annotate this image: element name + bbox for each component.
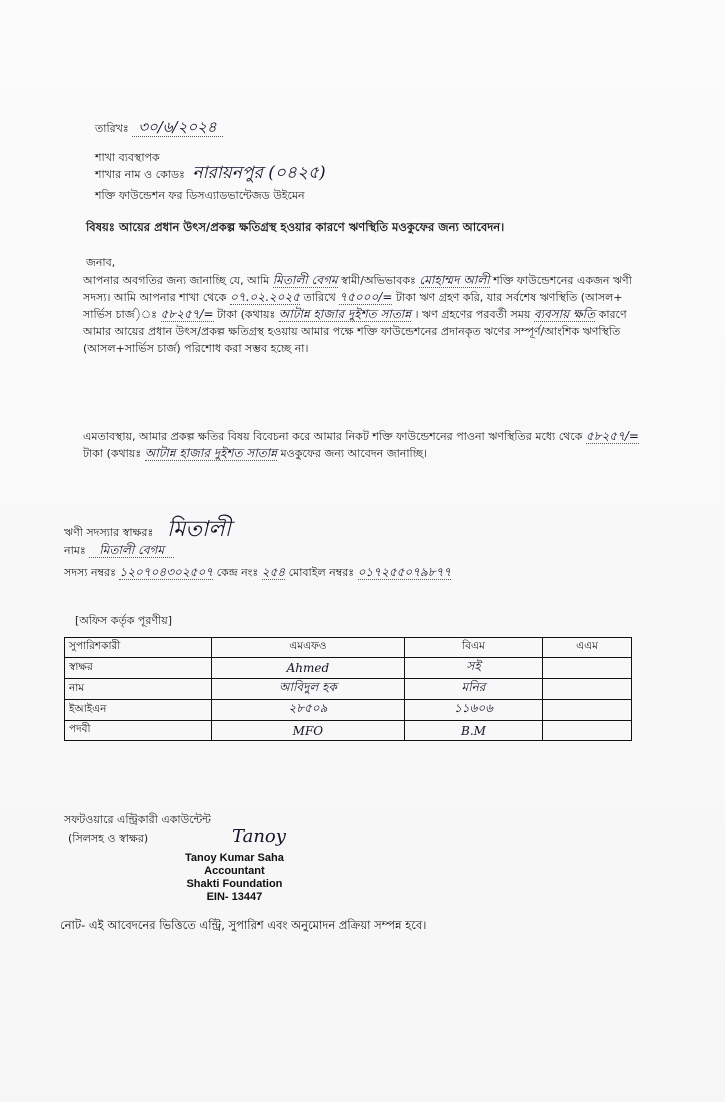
am-ein bbox=[543, 700, 632, 721]
salutation: জনাব, bbox=[86, 256, 116, 269]
row-label-ein: ইআইএন bbox=[65, 700, 212, 721]
body1-text-6: টাকা (কথায়ঃ bbox=[217, 308, 276, 321]
mobile-number-value: ০১৭২৫৫০৭৯৮৭৭ bbox=[357, 565, 452, 579]
organization-line: শক্তি ফাউন্ডেশন ফর ডিসএ্যাডভান্টেজড উইমেন bbox=[95, 189, 305, 202]
table-row bbox=[65, 700, 632, 721]
mfo-name: আবিদুল হক bbox=[212, 679, 405, 700]
footer-note: নোট- এই আবেদনের ভিত্তিতে এন্ট্রি, সুপারিশ এবং অনুমোদন প্রক্রিয়া সম্পন্ন হবে। bbox=[60, 918, 427, 932]
member-number-label: সদস্য নম্বরঃ bbox=[64, 566, 116, 579]
loan-date-handwritten: ০৭.০২.২০২৫ bbox=[229, 290, 300, 304]
body1-text-7: । ঋণ গ্রহণের পরবর্তী সময় bbox=[414, 308, 531, 321]
am-name bbox=[543, 679, 632, 700]
reason-handwritten: ব্যবসায় ক্ষতি bbox=[533, 307, 596, 321]
table-row bbox=[65, 721, 632, 741]
applicant-signature-label: ঋণী সদস্যার স্বাক্ষরঃ bbox=[64, 526, 154, 539]
accountant-stamp bbox=[185, 852, 284, 904]
accountant-signature: Tanoy bbox=[232, 826, 286, 847]
branch-value: নারায়নপুর (০৪২৫) bbox=[192, 163, 326, 183]
date-line bbox=[95, 120, 223, 136]
header-recommender: সুপারিশকারী bbox=[65, 638, 212, 658]
addressee: শাখা ব্যবস্থাপক bbox=[95, 151, 160, 164]
table-row bbox=[65, 679, 632, 700]
body-paragraph-2 bbox=[83, 428, 643, 462]
office-use-label: [অফিস কর্তৃক পূরণীয়] bbox=[75, 614, 172, 627]
loan-amount-handwritten: ৭৫০০০/= bbox=[339, 290, 393, 304]
subject-line: বিষয়ঃ আয়ের প্রধান উৎস/প্রকল্প ক্ষতিগ্রস্থ হওয়ার কারণে ঋণস্থিতি মওকুফের জন্য আবেদন। bbox=[86, 220, 505, 234]
body2-text-2: টাকা (কথায়ঃ bbox=[83, 447, 142, 460]
branch-line bbox=[95, 163, 326, 183]
guardian-handwritten: মোহাম্মদ আলী bbox=[419, 273, 490, 287]
applicant-ids-line bbox=[64, 565, 664, 580]
applicant-name-value: মিতালী বেগম bbox=[89, 543, 174, 558]
mfo-designation: MFO bbox=[212, 721, 405, 741]
applicant-signature-line bbox=[64, 517, 231, 542]
body1-text-3: শক্তি ফাউন্ডেশনের একজন ঋণী সদস্য। আমি আপনার শাখা থেকে bbox=[83, 274, 632, 304]
center-number-label: কেন্দ্র নংঃ bbox=[216, 566, 259, 579]
body1-text-8: কারণে আমার আয়ের প্রধান উৎস/প্রকল্প ক্ষতিগ্রস্থ হওয়ায় আমার পক্ষে শক্তি ফাউন্ডেশনের প্রদানকৃত ঋণের সম্পূর্ণ/আংশিক ঋণস্থিতি (আসল+সার্ভিস চার্জ) পরিশোধ করা সম্ভব হচ্ছে না। bbox=[83, 308, 627, 355]
body2-text-1: এমতাবস্থায়, আমার প্রকল্প ক্ষতির বিষয় বিবেচনা করে আমার নিকট শক্তি ফাউন্ডেশনের পাওনা ঋণস্থিতির মধ্যে থেকে bbox=[83, 430, 583, 443]
body1-text-1: আপনার অবগতির জন্য জানাচ্ছি যে, আমি bbox=[83, 274, 270, 287]
applicant-signature: মিতালী bbox=[166, 517, 231, 542]
am-signature bbox=[543, 658, 632, 679]
row-label-signature: স্বাক্ষর bbox=[65, 658, 212, 679]
accountant-seal-note: (সিলসহ ও স্বাক্ষর) bbox=[68, 832, 149, 845]
member-number-value: ১২০৭০৪৩০২৫০৭ bbox=[119, 565, 214, 579]
body1-text-5: টাকা ঋণ গ্রহণ করি, যার সর্বশেষ ঋণস্থিতি (আসল+ সার্ভিস চার্জ)ঃ bbox=[83, 291, 623, 321]
bm-designation: B.M bbox=[404, 721, 542, 741]
bm-name: মনির bbox=[404, 679, 542, 700]
header-am: এএম bbox=[543, 638, 632, 658]
stamp-title: Accountant bbox=[204, 865, 265, 877]
mfo-signature: Ahmed bbox=[212, 658, 405, 679]
row-label-name: নাম bbox=[65, 679, 212, 700]
applicant-name-label: নামঃ bbox=[64, 544, 86, 557]
body1-text-2: স্বামী/অভিভাবকঃ bbox=[341, 274, 416, 287]
bm-ein: ১১৬০৬ bbox=[404, 700, 542, 721]
applicant-name-line bbox=[64, 543, 174, 558]
member-name-handwritten: মিতালী বেগম bbox=[272, 273, 338, 287]
header-bm: বিএম bbox=[404, 638, 542, 658]
row-label-designation: পদবী bbox=[65, 721, 212, 741]
branch-label: শাখার নাম ও কোডঃ bbox=[95, 168, 185, 181]
stamp-org: Shakti Foundation bbox=[186, 878, 283, 890]
date-value: ৩০/৬/২০২৪ bbox=[132, 118, 222, 137]
waiver-words-handwritten: আটান্ন হাজার দুইশত সাতান্ন bbox=[144, 446, 278, 460]
date-label: তারিখঃ bbox=[95, 122, 129, 135]
mfo-ein: ২৮৫০৯ bbox=[212, 700, 405, 721]
body-paragraph-1 bbox=[83, 272, 643, 357]
waiver-amount-handwritten: ৫৮২৫৭/= bbox=[585, 429, 639, 443]
balance-handwritten: ৫৮২৫৭/= bbox=[160, 307, 214, 321]
mobile-number-label: মোবাইল নম্বরঃ bbox=[288, 566, 355, 579]
center-number-value: ২৫৪ bbox=[261, 565, 286, 579]
approval-table bbox=[64, 637, 632, 741]
am-designation bbox=[543, 721, 632, 741]
balance-words-handwritten: আটান্ন হাজার দুইশত সাতান্ন bbox=[278, 307, 412, 321]
accountant-title: সফটওয়ারে এন্ট্রিকারী একাউন্টেন্ট bbox=[64, 813, 211, 826]
body2-text-3: মওকুফের জন্য আবেদন জানাচ্ছি। bbox=[280, 447, 428, 460]
stamp-name: Tanoy Kumar Saha bbox=[185, 852, 284, 864]
body1-text-4: তারিখে bbox=[303, 291, 336, 304]
bm-signature: সই bbox=[404, 658, 542, 679]
stamp-ein: EIN- 13447 bbox=[206, 891, 263, 903]
table-row bbox=[65, 658, 632, 679]
header-mfo: এমএফও bbox=[212, 638, 405, 658]
approval-table-header-row bbox=[65, 638, 632, 658]
